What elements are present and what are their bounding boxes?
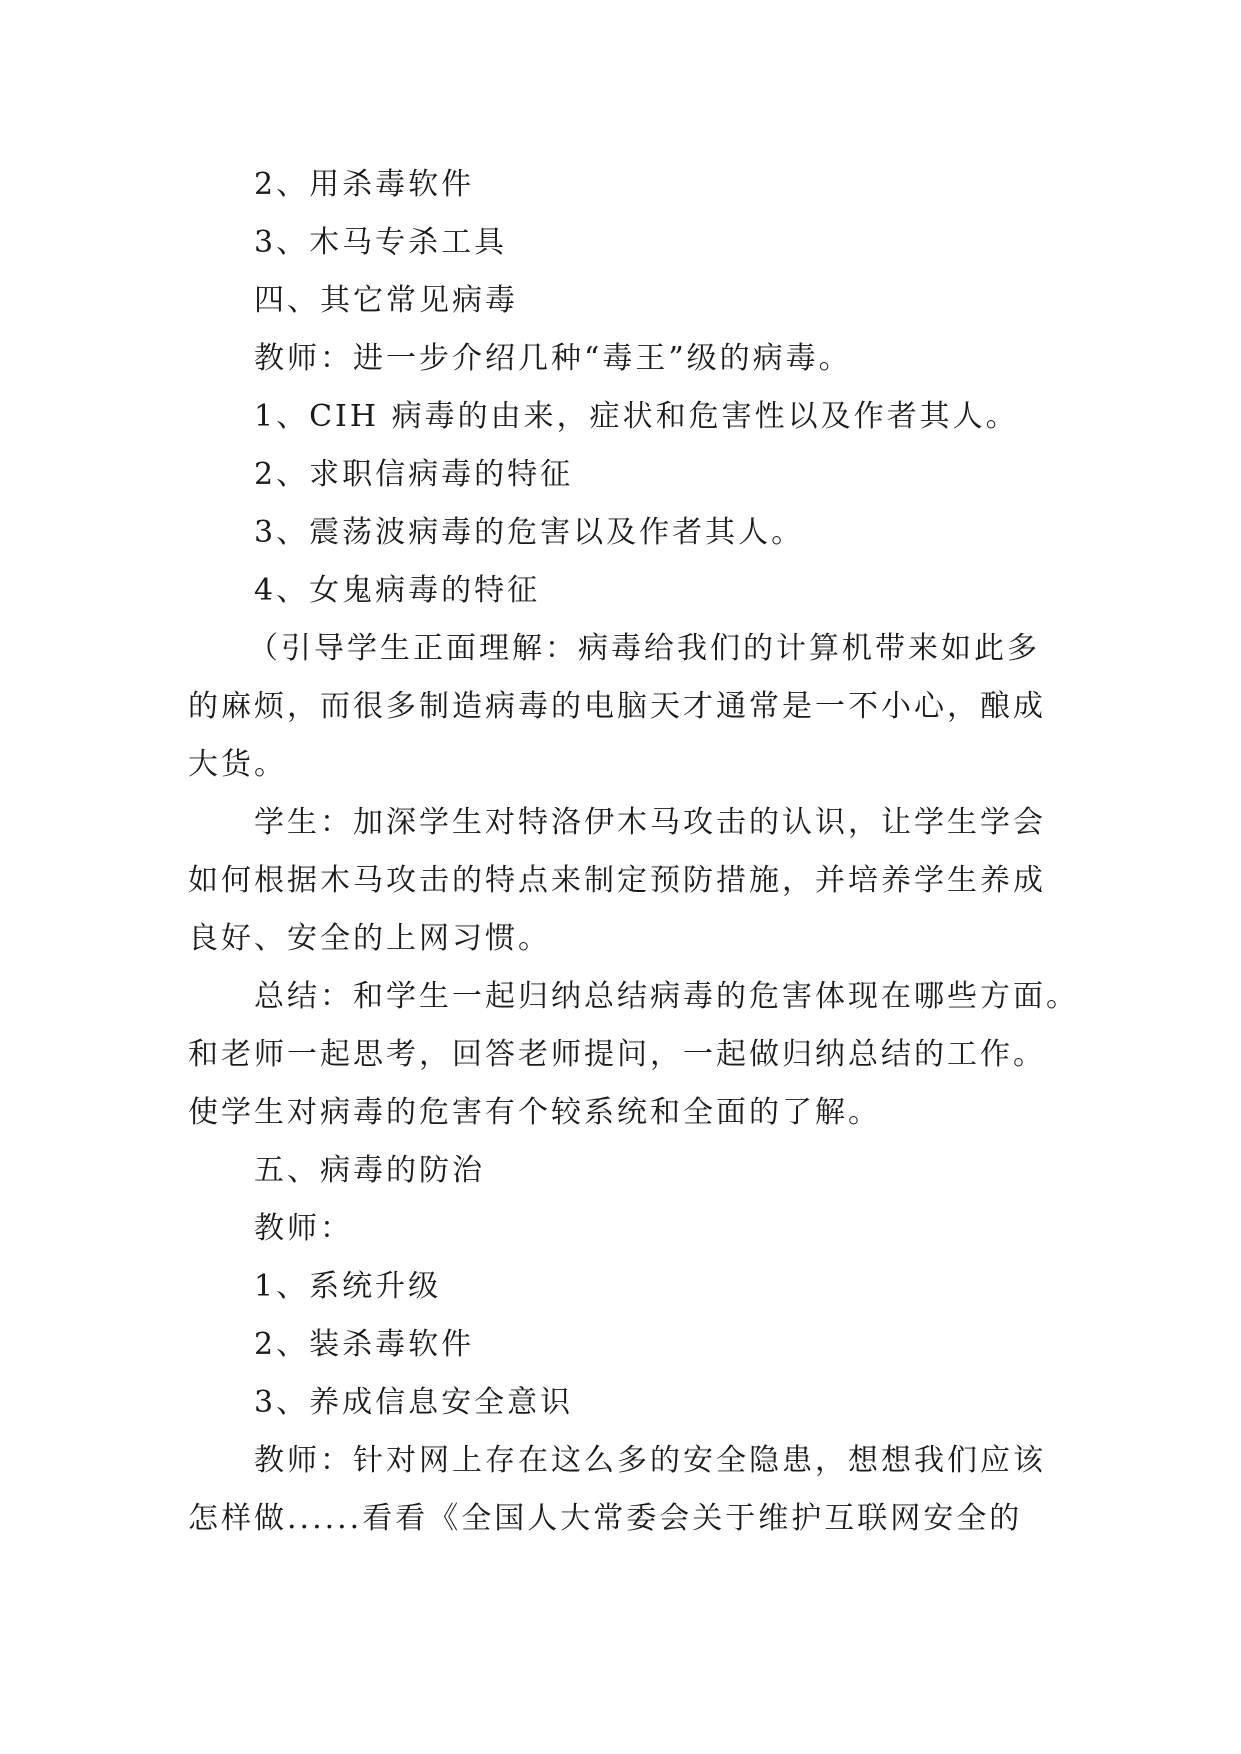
list-item: 3、养成信息安全意识 bbox=[254, 1385, 574, 1420]
document-body bbox=[188, 156, 1079, 1548]
list-item: 4、女鬼病毒的特征 bbox=[254, 573, 541, 608]
list-item: 3、木马专杀工具 bbox=[254, 225, 508, 260]
paragraph-line: 怎样做......看看《全国人大常委会关于维护互联网安全的 bbox=[188, 1501, 1023, 1536]
list-item: 3、震荡波病毒的危害以及作者其人。 bbox=[254, 515, 805, 550]
list-item: 2、用杀毒软件 bbox=[254, 167, 475, 202]
paragraph: 教师：进一步介绍几种“毒王”级的病毒。 bbox=[254, 341, 852, 376]
list-item: 1、系统升级 bbox=[254, 1269, 442, 1304]
paragraph-line: 学生：加深学生对特洛伊木马攻击的认识，让学生学会 bbox=[254, 805, 1046, 840]
paragraph-line: 的麻烦，而很多制造病毒的电脑天才通常是一不小心，酿成 bbox=[188, 689, 1046, 724]
paragraph-line: 大货。 bbox=[188, 747, 287, 782]
paragraph-line: 教师：针对网上存在这么多的安全隐患，想想我们应该 bbox=[254, 1443, 1046, 1478]
paragraph-line: 如何根据木马攻击的特点来制定预防措施，并培养学生养成 bbox=[188, 863, 1046, 898]
section-heading: 五、病毒的防治 bbox=[254, 1153, 485, 1188]
paragraph-line: 总结：和学生一起归纳总结病毒的危害体现在哪些方面。 bbox=[254, 979, 1079, 1014]
section-heading: 四、其它常见病毒 bbox=[254, 283, 518, 318]
list-item: 1、CIH 病毒的由来，症状和危害性以及作者其人。 bbox=[254, 399, 1019, 434]
paragraph-line: 和老师一起思考，回答老师提问，一起做归纳总结的工作。 bbox=[188, 1037, 1046, 1072]
paragraph-line: 使学生对病毒的危害有个较系统和全面的了解。 bbox=[188, 1095, 881, 1130]
list-item: 2、装杀毒软件 bbox=[254, 1327, 475, 1362]
paragraph: 教师： bbox=[254, 1211, 353, 1246]
list-item: 2、求职信病毒的特征 bbox=[254, 457, 574, 492]
paragraph-line: （引导学生正面理解：病毒给我们的计算机带来如此多 bbox=[248, 631, 1040, 666]
paragraph-line: 良好、安全的上网习惯。 bbox=[188, 921, 551, 956]
